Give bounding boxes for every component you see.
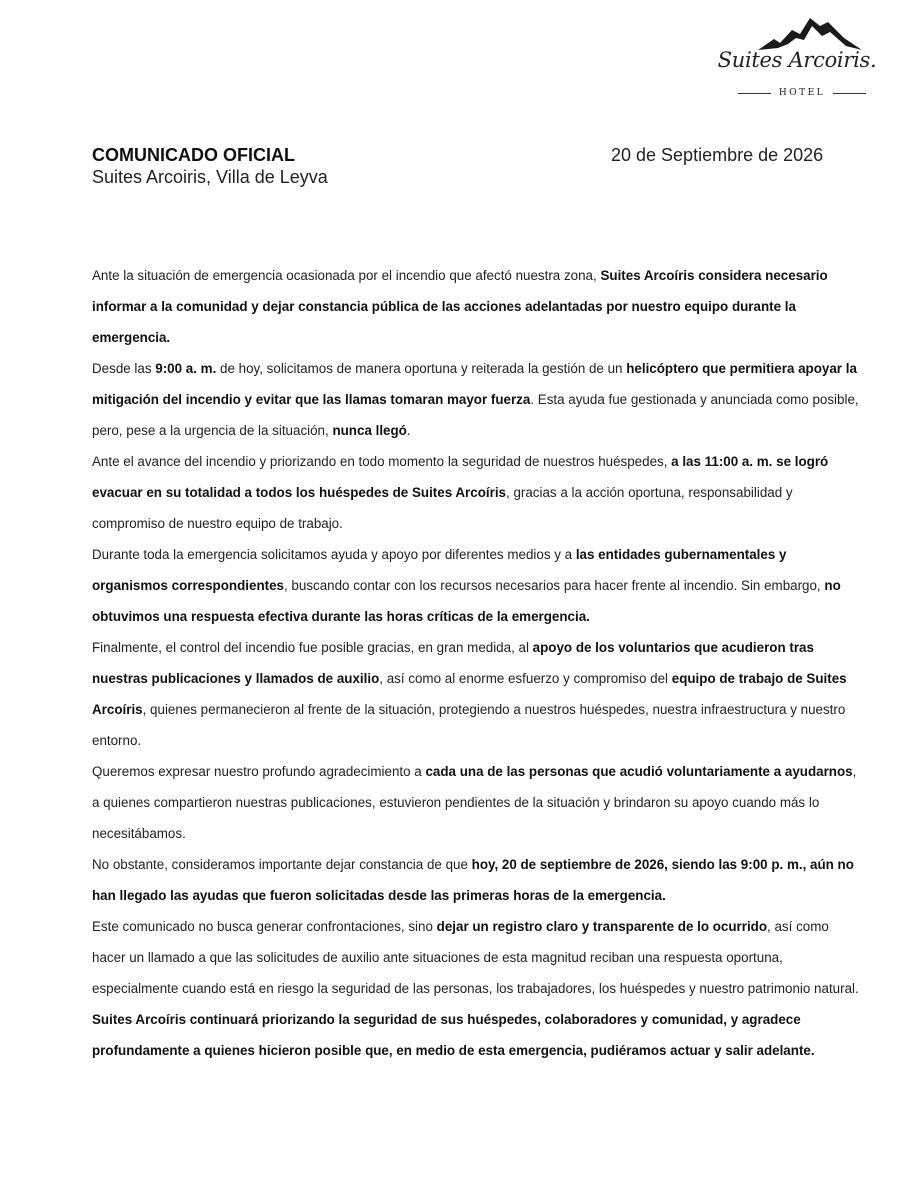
bold-text-run: dejar un registro claro y transparente de lo ocurrido bbox=[436, 919, 768, 934]
hotel-logo bbox=[706, 6, 878, 98]
logo-subtitle bbox=[738, 86, 866, 100]
text-run: No obstante, consideramos importante dejar constancia de que bbox=[92, 857, 472, 872]
text-run: Desde las bbox=[92, 361, 156, 376]
bold-text-run: hoy, 20 de septiembre de 2026, siendo las 9:00 p. m., aún no han llegado las ayudas que fueron solicitadas desde las primeras horas de la emergencia. bbox=[92, 857, 854, 903]
text-run: , gracias a la acción oportuna, responsabilidad y compromiso de nuestro equipo de trabajo. bbox=[92, 485, 793, 531]
text-run: Finalmente, el control del incendio fue posible gracias, en gran medida, al bbox=[92, 640, 533, 655]
bold-text-run: nunca llegó bbox=[332, 423, 407, 438]
document-title: COMUNICADO OFICIAL bbox=[92, 145, 295, 165]
bold-text-run: a las 11:00 a. m. se logró evacuar en su totalidad a todos los huéspedes de Suites Arcoíris bbox=[92, 454, 829, 500]
text-run: , así como al enorme esfuerzo y compromiso del bbox=[379, 671, 672, 686]
text-run: de hoy, solicitamos de manera oportuna y reiterada la gestión de un bbox=[216, 361, 627, 376]
document-subtitle: Suites Arcoiris, Villa de Leyva bbox=[92, 167, 328, 187]
document-date: 20 de Septiembre de 2026 bbox=[611, 145, 824, 165]
text-run: , quienes permanecieron al frente de la situación, protegiendo a nuestros huéspedes, nuestra infraestructura y nuestro entorno. bbox=[92, 702, 846, 748]
body-paragraph bbox=[92, 260, 864, 353]
body-paragraph bbox=[92, 756, 864, 849]
mountain-icon bbox=[758, 12, 862, 52]
text-run: , buscando contar con los recursos necesarios para hacer frente al incendio. Sin embargo, bbox=[283, 578, 825, 593]
text-run: Este comunicado no busca generar confrontaciones, sino bbox=[92, 919, 437, 934]
body-paragraph bbox=[92, 911, 864, 1004]
logo-script-text: Suites Arcoiris. bbox=[717, 48, 877, 72]
text-run: Queremos expresar nuestro profundo agradecimiento a bbox=[92, 764, 426, 779]
logo-rule-left bbox=[738, 93, 771, 94]
body-paragraph bbox=[92, 849, 864, 911]
bold-text-run: Suites Arcoíris continuará priorizando la seguridad de sus huéspedes, colaboradores y comunidad, y agradece profundamente a quienes hicieron posible que, en medio de esta emergencia, pudiéramos actuar y salir adelante. bbox=[92, 1012, 815, 1058]
body-paragraph bbox=[92, 446, 864, 539]
text-run: . Esta ayuda fue gestionada y anunciada como posible, pero, pese a la urgencia de la situación, bbox=[92, 392, 859, 438]
logo-hotel-word: HOTEL bbox=[778, 88, 826, 98]
bold-text-run: helicóptero que permitiera apoyar la mitigación del incendio y evitar que las llamas tomaran mayor fuerza bbox=[92, 361, 857, 407]
logo-rule-right bbox=[833, 93, 866, 94]
body-paragraph bbox=[92, 539, 864, 632]
bold-text-run: equipo de trabajo de Suites Arcoíris bbox=[92, 671, 847, 717]
bold-text-run: cada una de las personas que acudió voluntariamente a ayudarnos bbox=[425, 764, 853, 779]
text-run: Durante toda la emergencia solicitamos ayuda y apoyo por diferentes medios y a bbox=[92, 547, 576, 562]
text-run: . bbox=[406, 423, 411, 438]
text-run: , así como hacer un llamado a que las solicitudes de auxilio ante situaciones de esta magnitud reciban una respuesta oportuna, especialmente cuando está en riesgo la seguridad de las personas, los trabajadores, los huéspedes y nuestro patrimonio natural. bbox=[92, 919, 859, 996]
body-paragraph bbox=[92, 1004, 864, 1066]
bold-text-run: Suites Arcoíris considera necesario informar a la comunidad y dejar constancia pública de las acciones adelantadas por nuestro equipo durante la emergencia. bbox=[92, 268, 828, 345]
text-run: , a quienes compartieron nuestras publicaciones, estuvieron pendientes de la situación y brindaron su apoyo cuando más lo necesitábamos. bbox=[92, 764, 857, 841]
body-paragraph bbox=[92, 632, 864, 756]
bold-text-run: las entidades gubernamentales y organismos correspondientes bbox=[92, 547, 787, 593]
body-paragraph bbox=[92, 353, 864, 446]
bold-text-run: 9:00 a. m. bbox=[155, 361, 217, 376]
text-run: Ante el avance del incendio y priorizando en todo momento la seguridad de nuestros huéspedes, bbox=[92, 454, 672, 469]
bold-text-run: no obtuvimos una respuesta efectiva durante las horas críticas de la emergencia. bbox=[92, 578, 841, 624]
bold-text-run: apoyo de los voluntarios que acudieron tras nuestras publicaciones y llamados de auxilio bbox=[92, 640, 814, 686]
text-run: Ante la situación de emergencia ocasionada por el incendio que afectó nuestra zona, bbox=[92, 268, 601, 283]
document-body bbox=[92, 260, 864, 1066]
